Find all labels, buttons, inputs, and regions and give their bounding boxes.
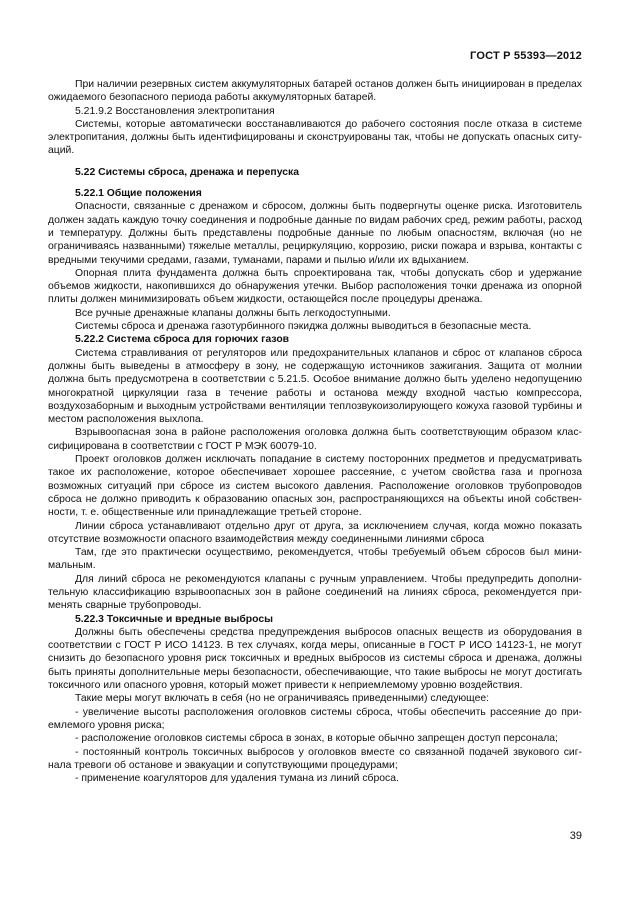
paragraph: Должны быть обеспечены средства предупреждения выбросов опасных веществ из оборудования в соответствии с ГОСТ Р ИСО 14123. В тех случаях, когда меры, описанные в ГОСТ Р ИСО 14123-1, не могут снизить до безопасного уровня риск токсичных и вредных выбросов из системы сброса и дренажа, должны быть приняты дополнительные меры безопасности, обеспечивающие, что такие выбросы не могут достигать токсичного или опасного уровня, который может привести к неприемлемому уровню воздействия. [48, 626, 582, 692]
list-item: - увеличение высоты расположения оголовков системы сброса, чтобы обеспечить рассеяние до приемлемого уровня риска; [48, 706, 582, 731]
section-heading: 5.22 Системы сброса, дренажа и перепуска [75, 166, 299, 178]
paragraph: Системы сброса и дренажа газотурбинного пэкиджа должны выводиться в безопасные места. [75, 321, 532, 333]
paragraph: Системы, которые автоматически восстанавливаются до рабочего состояния после отказа в системе электропитания, должны быть идентифицированы и сконструированы так, чтобы не допускать опасных ситуаций. [48, 118, 582, 157]
paragraph: Там, где это практически осуществимо, рекомендуется, чтобы требуемый объем сбросов был минимальным. [48, 547, 582, 572]
subsection-heading: 5.22.3 Токсичные и вредные выбросы [75, 613, 273, 625]
subsection-heading: 5.22.1 Общие положения [75, 188, 202, 200]
list-item: - постоянный контроль токсичных выбросов у оголовков вместе со связанной подачей звукового сигнала тревоги об останове и эвакуации и сопутствующими процедурами; [48, 746, 582, 771]
paragraph: При наличии резервных систем аккумуляторных батарей останов должен быть инициирован в пределах ожидаемого безопасного периода работы аккумуляторных батарей. [48, 79, 582, 104]
paragraph: Такие меры могут включать в себя (но не ограничиваясь приведенными) следующее: [75, 693, 490, 705]
subsection-heading: 5.22.2 Система сброса для горючих газов [75, 334, 290, 346]
paragraph: Проект оголовков должен исключать попадание в систему посторонних предметов и предусматривать такое их расположение, которое обеспечивает хорошее рассеяние, с учетом свойства газа и прогноза возможных ситуаций при сбросе из систем высокого давления. Расположение оголовков трубопроводов сброса не должно приводить к образованию опасных зон, распространяющихся на объекты иной собственности, т. е. общественные или принадлежащие третьей стороне. [48, 454, 582, 519]
page-number: 39 [569, 830, 582, 842]
paragraph: Система стравливания от регуляторов или предохранительных клапанов и сброс от клапанов сброса должны быть выведены в атмосферу в зону, не содержащую источников зажигания. Защита от молнии должна быть предусмотрена в соответствии с 5.21.5. Особое внимание должно быть уделено недопущению многократной циркуляции газа в течение работы и останова между входной частью компрессора, воздухозаборным и выходным устройствами вентиляции теплозвукоизолирующего кожуха газовой турбины и местом расположения выхлопа. [48, 347, 582, 426]
paragraph: Опорная плита фундамента должна быть спроектирована так, чтобы допускать сбор и удержание объемов жидкости, накопившихся до обнаружения утечки. Выбор расположения точки дренажа из опорной плиты должен минимизировать объем жидкости, остающейся после процедуры дренажа. [48, 267, 582, 306]
paragraph: Для линий сброса не рекомендуются клапаны с ручным управлением. Чтобы предупредить дополнительную классификацию взрывоопасных зон в районе соединений на линиях сброса, рекомендуется применять сварные трубопроводы. [48, 573, 582, 612]
paragraph: Взрывоопасная зона в районе расположения оголовка должна быть соответствующим образом классифицирована в соответствии с ГОСТ Р МЭК 60079-10. [48, 427, 582, 452]
paragraph: Все ручные дренажные клапаны должны быть легкодоступными. [75, 307, 391, 319]
list-item: - применение коагуляторов для удаления тумана из линий сброса. [75, 773, 399, 785]
paragraph: Линии сброса устанавливают отдельно друг от друга, за исключением случая, когда можно показать отсутствие возможности опасного взаимодействия между соединенными линиями сброса [48, 520, 582, 545]
list-item: - расположение оголовков системы сброса в зонах, в которые обычно запрещен доступ персонала; [75, 733, 558, 745]
subsection-heading: 5.21.9.2 Восстановления электропитания [75, 105, 275, 117]
document-header: ГОСТ Р 55393—2012 [470, 50, 582, 62]
paragraph: Опасности, связанные с дренажом и сбросом, должны быть подвергнуты оценке риска. Изготовитель должен задать каждую точку соединения и подробные данные по видам рабочих сред, режим работы, расход и температуру. Должны быть представлены подробные данные по любым опасностям, включая (но не ограничиваясь названными) тяжелые металлы, рециркуляцию, коррозию, риски пожара и взрыва, контакты с вредными текучими средами, газами, туманами, парами и пылью и/или их вдыханием. [48, 201, 582, 266]
document-body [48, 78, 582, 785]
